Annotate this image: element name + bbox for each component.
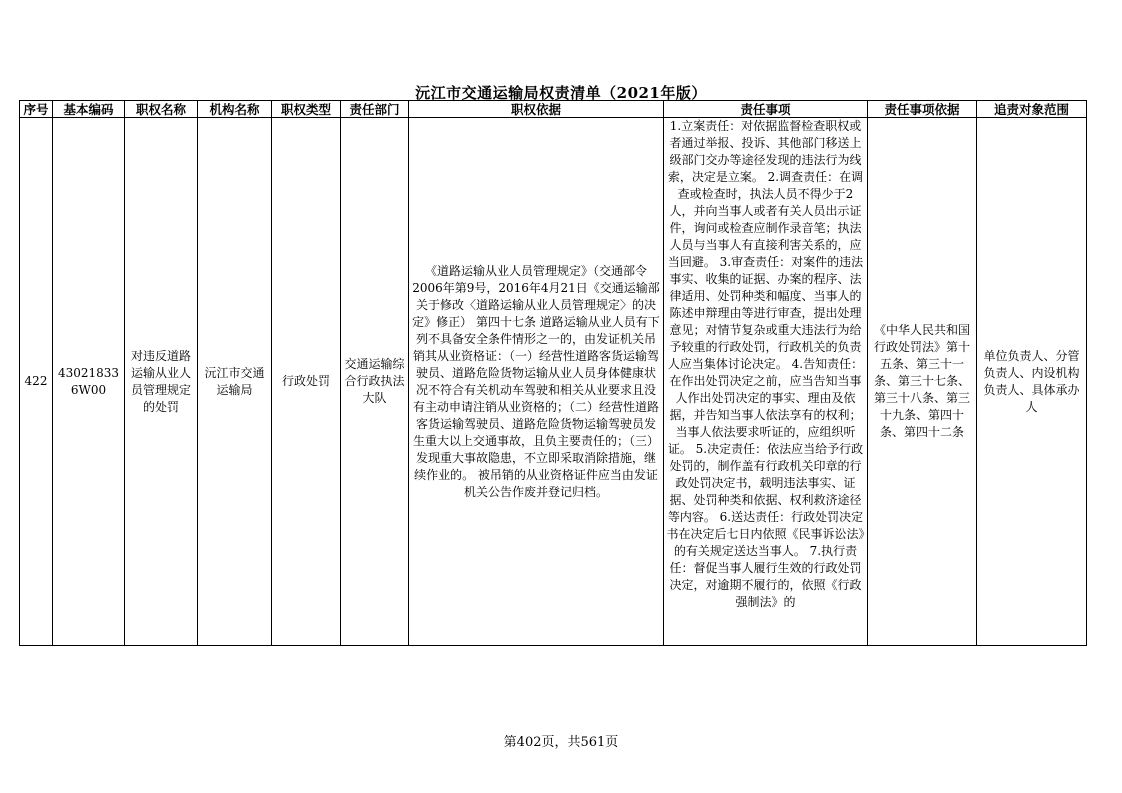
header-accountability: 追责对象范围 (977, 101, 1087, 118)
cell-org-name: 沅江市交通运输局 (198, 118, 272, 646)
header-power-type: 职权类型 (272, 101, 341, 118)
header-items: 责任事项 (664, 101, 868, 118)
cell-power-type: 行政处罚 (272, 118, 341, 646)
header-items-basis: 责任事项依据 (868, 101, 977, 118)
table-header-row (20, 101, 1087, 118)
header-org-name: 机构名称 (198, 101, 272, 118)
header-basis: 职权依据 (409, 101, 664, 118)
header-dept: 责任部门 (341, 101, 409, 118)
header-power-name: 职权名称 (125, 101, 198, 118)
cell-seq: 422 (20, 118, 53, 646)
responsibility-table (19, 100, 1087, 646)
cell-code: 430218336W00 (53, 118, 125, 646)
header-seq: 序号 (20, 101, 53, 118)
cell-items (664, 118, 868, 646)
cell-basis: 《道路运输从业人员管理规定》（交通部令2006年第9号，2016年4月21日《交通运输部关于修改〈道路运输从业人员管理规定〉的决定》修正） 第四十七条 道路运输从业人员有下列不具备安全条件情形之一的，由发证机关吊销其从业资格证：（一）经营性道路客货运输驾驶员、道路危险货物运输从业人员身体健康状况不符合有关机动车驾驶和相关从业要求且没有主动申请注销从业资格的；（二）经营性道路客货运输驾驶员、道路危险货物运输驾驶员发生重大以上交通事故，且负主要责任的；（三）发现重大事故隐患，不立即采取消除措施，继续作业的。 被吊销的从业资格证件应当由发证机关公告作废并登记归档。 (409, 118, 664, 646)
document-title: 沅江市交通运输局权责清单（2021年版） (415, 84, 707, 102)
cell-power-name: 对违反道路运输从业人员管理规定的处罚 (125, 118, 198, 646)
cell-dept: 交通运输综合行政执法大队 (341, 118, 409, 646)
page-footer: 第402页，共561页 (503, 735, 619, 750)
cell-accountability: 单位负责人、分管负责人、内设机构负责人、具体承办人 (977, 118, 1087, 646)
table-row (20, 118, 1087, 646)
cell-items-text: 1.立案责任：对依据监督检查职权或者通过举报、投诉、其他部门移送上级部门交办等途径发现的违法行为线索，决定是立案。 2.调查责任：在调查或检查时，执法人员不得少于2人，并向当事人或者有关人员出示证件，询问或检查应制作录音笔；执法人员与当事人有直接利害关系的，应当回避。 3.审查责任：对案件的违法事实、收集的证据、办案的程序、法律适用、处罚种类和幅度、当事人的陈述申辩理由等进行审查，提出处理意见；对情节复杂或重大违法行为给予较重的行政处罚，行政机关的负责人应当集体讨论决定。 4.告知责任：在作出处罚决定之前，应当告知当事人作出处罚决定的事实、理由及依据，并告知当事人依法享有的权利；当事人依法要求听证的，应组织听证。 5.决定责任：依法应当给予行政处罚的，制作盖有行政机关印章的行政处罚决定书，载明违法事实、证据、处罚种类和依据、权利救济途径等内容。 6.送达责任：行政处罚决定书在决定后七日内依照《民事诉讼法》的有关规定送达当事人。 7.执行责任：督促当事人履行生效的行政处罚决定，对逾期不履行的，依照《行政强制法》的 (666, 119, 865, 609)
cell-items-basis: 《中华人民共和国行政处罚法》第十五条、第三十一条、第三十七条、第三十八条、第三十九条、第四十条、第四十二条 (868, 118, 977, 646)
header-code: 基本编码 (53, 101, 125, 118)
